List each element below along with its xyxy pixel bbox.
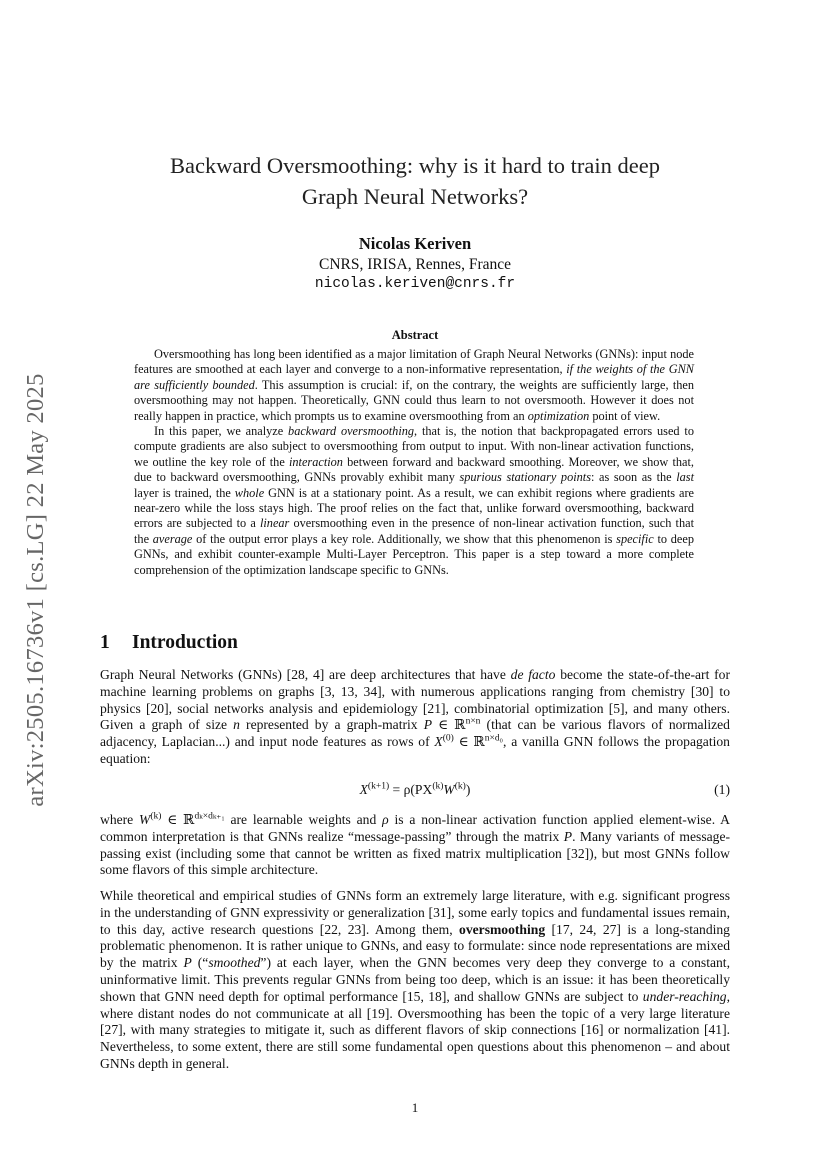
equation-1 (100, 782, 730, 802)
equation-number: (1) (714, 782, 730, 797)
abstract-body (134, 347, 694, 578)
arxiv-identifier (14, 340, 58, 840)
intro-paragraph-2: where $W^{(k)}$ ∈ ℝ$^{d_k\times d_{k+1}}$ are learnable weights and ρ is a non-linear activation function applied element-wise. A common interpretation is that GNNs realize “message-passing” through the matrix P. Many variants of message-passing exist (including some that cannot be written as fixed matrix multiplication [32]), but most GNNs follow some flavors of this simple architecture. (100, 811, 731, 878)
section-number: 1 (100, 632, 110, 653)
paper-title-line-1: Backward Oversmoothing: why is it hard to train deep (170, 153, 660, 178)
abstract-paragraph-1: Oversmoothing has long been identified as a major limitation of Graph Neural Networks (GNNs): input node features are smoothed at each layer and converge to a non-informative representation, if the weights of the GNN are sufficiently bounded. This assumption is crucial: if, on the contrary, the weights are sufficiently large, then oversmoothing may not happen. Theoretically, GNN could thus learn to not oversmooth. However it does not really happen in practice, which prompts us to examine oversmoothing from an optimization point of view. (134, 347, 694, 423)
paper-title (100, 150, 730, 212)
paper-title-line-2: Graph Neural Networks? (301, 184, 529, 209)
section-heading (100, 632, 238, 654)
author-name: Nicolas Keriven (358, 234, 472, 253)
page-number: 1 (411, 1100, 419, 1115)
abstract-heading: Abstract (391, 328, 439, 342)
author-email: nicolas.keriven@cnrs.fr (314, 276, 516, 292)
author-affiliation: CNRS, IRISA, Rennes, France (318, 256, 512, 273)
oversmoothing-keyword: oversmoothing (459, 921, 546, 937)
abstract-paragraph-2: In this paper, we analyze backward oversmoothing, that is, the notion that backpropagated errors used to compute gradients are also subject to oversmoothing from output to input. With non-linear activation functions, we outline the key role of the interaction between forward and backward smoothing. Moreover, we show that, due to backward oversmoothing, GNNs provably exhibit many spurious stationary points: as soon as the last layer is trained, the whole GNN is at a stationary point. As a result, we can exhibit regions where gradients are near-zero while the loss stays high. The proof relies on the fact that, unlike forward oversmoothing, backward errors are subjected to a linear oversmoothing even in the presence of non-linear activation function, such that the average of the output error plays a key role. Additionally, we show that this phenomenon is specific to deep GNNs, and exhibit counter-example Multi-Layer Perceptron. This paper is a step toward a more complete comprehension of the optimization landscape specific to GNNs. (134, 424, 694, 577)
intro-paragraph-1: Graph Neural Networks (GNNs) [28, 4] are deep architectures that have de facto become the state-of-the-art for machine learning problems on graphs [3, 13, 34], with numerous applications ranging from chemistry [30] to physics [20], social networks analysis and epidemiology [21], combinatorial optimization [5], and many others. Given a graph of size n represented by a graph-matrix P ∈ ℝ$^{n\times n}$ (that can be various flavors of normalized adjacency, Laplacian...) and input node features as rows of $X^{(0)}$ ∈ ℝ$^{n\times d_0}$, a vanilla GNN follows the propagation equation: (100, 667, 730, 766)
section-title: Introduction (132, 632, 238, 653)
arxiv-identifier-text: arXiv:2505.16736v1 [cs.LG] 22 May 2025 (22, 373, 49, 807)
intro-paragraph-3: While theoretical and empirical studies of GNNs form an extremely large literature, with e.g. significant progress in the understanding of GNN expressivity or generalization [31], some early topics and fundamental issues remain, to this day, active research questions [22, 23]. Among them, oversmoothing [17, 24, 27] is a long-standing problematic phenomenon. It is rather unique to GNNs, and easy to formulate: since node representations are mixed by the matrix P (“smoothed”) at each layer, when the GNN becomes very deep they converge to a constant, uninformative limit. This prevents regular GNNs from being too deep, which is an issue: it has been theoretically shown that GNN need depth for optimal performance [15, 18], and shallow GNNs are subject to under-reaching, where distant nodes do not communicate at all [19]. Oversmoothing has been the topic of a very large literature [27], with many strategies to mitigate it, such as different flavors of skip connections [16] or normalization [41]. Nevertheless, to some extent, there are still some fundamental open questions about this phenomenon – and about GNNs depth in general. (100, 888, 730, 1071)
equation-body: $X^{(k+1)} = \rho(PX^{(k)}W^{(k)})$ (359, 781, 471, 797)
